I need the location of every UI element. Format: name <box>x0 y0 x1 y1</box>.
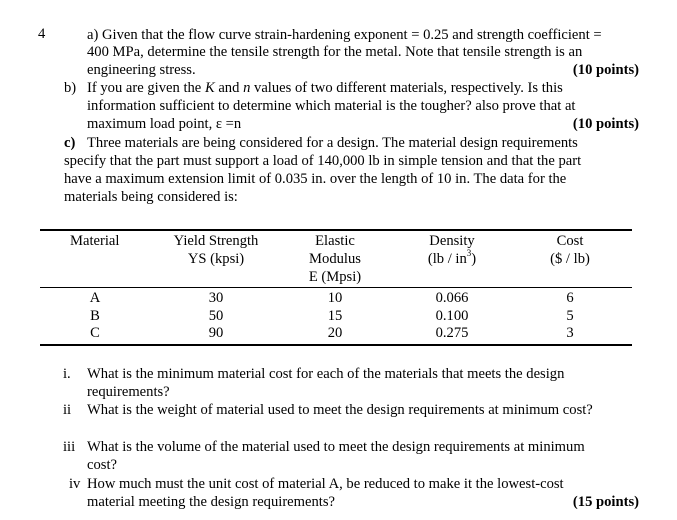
part-c-line-2: specify that the part must support a load of 140,000 lb in simple tension and that the part <box>64 153 582 169</box>
question-iv-line-2: material meeting the design requirements? <box>87 494 336 510</box>
question-iv-number: iv <box>69 476 81 492</box>
table-bottom-rule <box>40 344 632 346</box>
part-b-line-3: maximum load point, ε =n <box>87 116 242 132</box>
part-b-line-1 <box>87 80 563 97</box>
cell-elastic: 15 <box>327 308 343 324</box>
cell-material: B <box>90 308 100 324</box>
question-i-line-1: What is the minimum material cost for each of the materials that meets the design <box>87 366 565 382</box>
cell-density: 0.100 <box>435 308 469 324</box>
header-density-line-2 <box>402 250 502 268</box>
part-a-points: (10 points) <box>572 62 639 78</box>
question-number: 4 <box>38 26 46 42</box>
header-yield-line-2: YS (kpsi) <box>187 251 245 267</box>
cell-material: A <box>89 290 101 306</box>
cell-yield: 30 <box>208 290 224 306</box>
table-header-rule <box>40 287 632 288</box>
part-b-points: (10 points) <box>572 116 639 132</box>
header-yield-line-1: Yield Strength <box>173 233 259 249</box>
question-i-number: i. <box>63 366 71 382</box>
n-variable: n <box>243 80 251 96</box>
header-elastic-line-1: Elastic <box>315 233 355 249</box>
density-unit-post: ) <box>471 251 477 267</box>
question-ii-line-1: What is the weight of material used to meet the design requirements at minimum cost? <box>87 402 593 418</box>
header-density-line-1: Density <box>429 233 475 249</box>
cell-density: 0.066 <box>435 290 469 306</box>
density-unit-pre: (lb / in <box>427 251 467 267</box>
table-top-rule <box>40 229 632 231</box>
part-b-line-1-and: and <box>218 80 240 96</box>
question-iii-line-2: cost? <box>87 457 117 473</box>
cell-cost: 3 <box>566 325 574 341</box>
cell-cost: 6 <box>566 290 574 306</box>
question-iv-line-1: How much must the unit cost of material A, be reduced to make it the lowest-cost <box>87 476 564 492</box>
part-c-label: c) <box>64 135 76 151</box>
question-iii-line-1: What is the volume of the material used to meet the design requirements at minimum <box>87 439 585 455</box>
cell-density: 0.275 <box>435 325 469 341</box>
header-cost-line-2: ($ / lb) <box>550 251 590 267</box>
part-a-line-1: a) Given that the flow curve strain-hardening exponent = 0.25 and strength coefficient = <box>87 27 602 43</box>
cell-material: C <box>90 325 100 341</box>
header-material: Material <box>70 233 120 249</box>
part-c-line-1: Three materials are being considered for a design. The material design requirements <box>87 135 578 151</box>
cell-cost: 5 <box>566 308 574 324</box>
header-cost-line-1: Cost <box>556 233 584 249</box>
part-b-line-2: information sufficient to determine which material is the tougher? also prove that at <box>87 98 576 114</box>
part-c-line-4: materials being considered is: <box>64 189 238 205</box>
question-iii-number: iii <box>63 439 76 455</box>
header-elastic-line-2: Modulus <box>309 251 361 267</box>
question-i-line-2: requirements? <box>87 384 170 400</box>
part-b-line-1-pre: If you are given the <box>87 80 202 96</box>
k-variable: K <box>204 80 215 96</box>
part-a-line-2: 400 MPa, determine the tensile strength for the metal. Note that tensile strength is an <box>87 44 583 60</box>
part-b-line-1-post: values of two different materials, respectively. Is this <box>254 80 563 96</box>
cell-elastic: 20 <box>327 325 343 341</box>
header-elastic-line-3: E (Mpsi) <box>308 269 362 285</box>
cell-yield: 50 <box>208 308 224 324</box>
question-iv-points: (15 points) <box>572 494 639 510</box>
part-c-line-3: have a maximum extension limit of 0.035 in. over the length of 10 in. The data for the <box>64 171 567 187</box>
question-ii-number: ii <box>63 402 72 418</box>
part-b-label: b) <box>64 80 77 96</box>
cell-yield: 90 <box>208 325 224 341</box>
part-a-line-3: engineering stress. <box>87 62 196 78</box>
cell-elastic: 10 <box>327 290 343 306</box>
density-unit-exponent: 3 <box>466 248 472 259</box>
